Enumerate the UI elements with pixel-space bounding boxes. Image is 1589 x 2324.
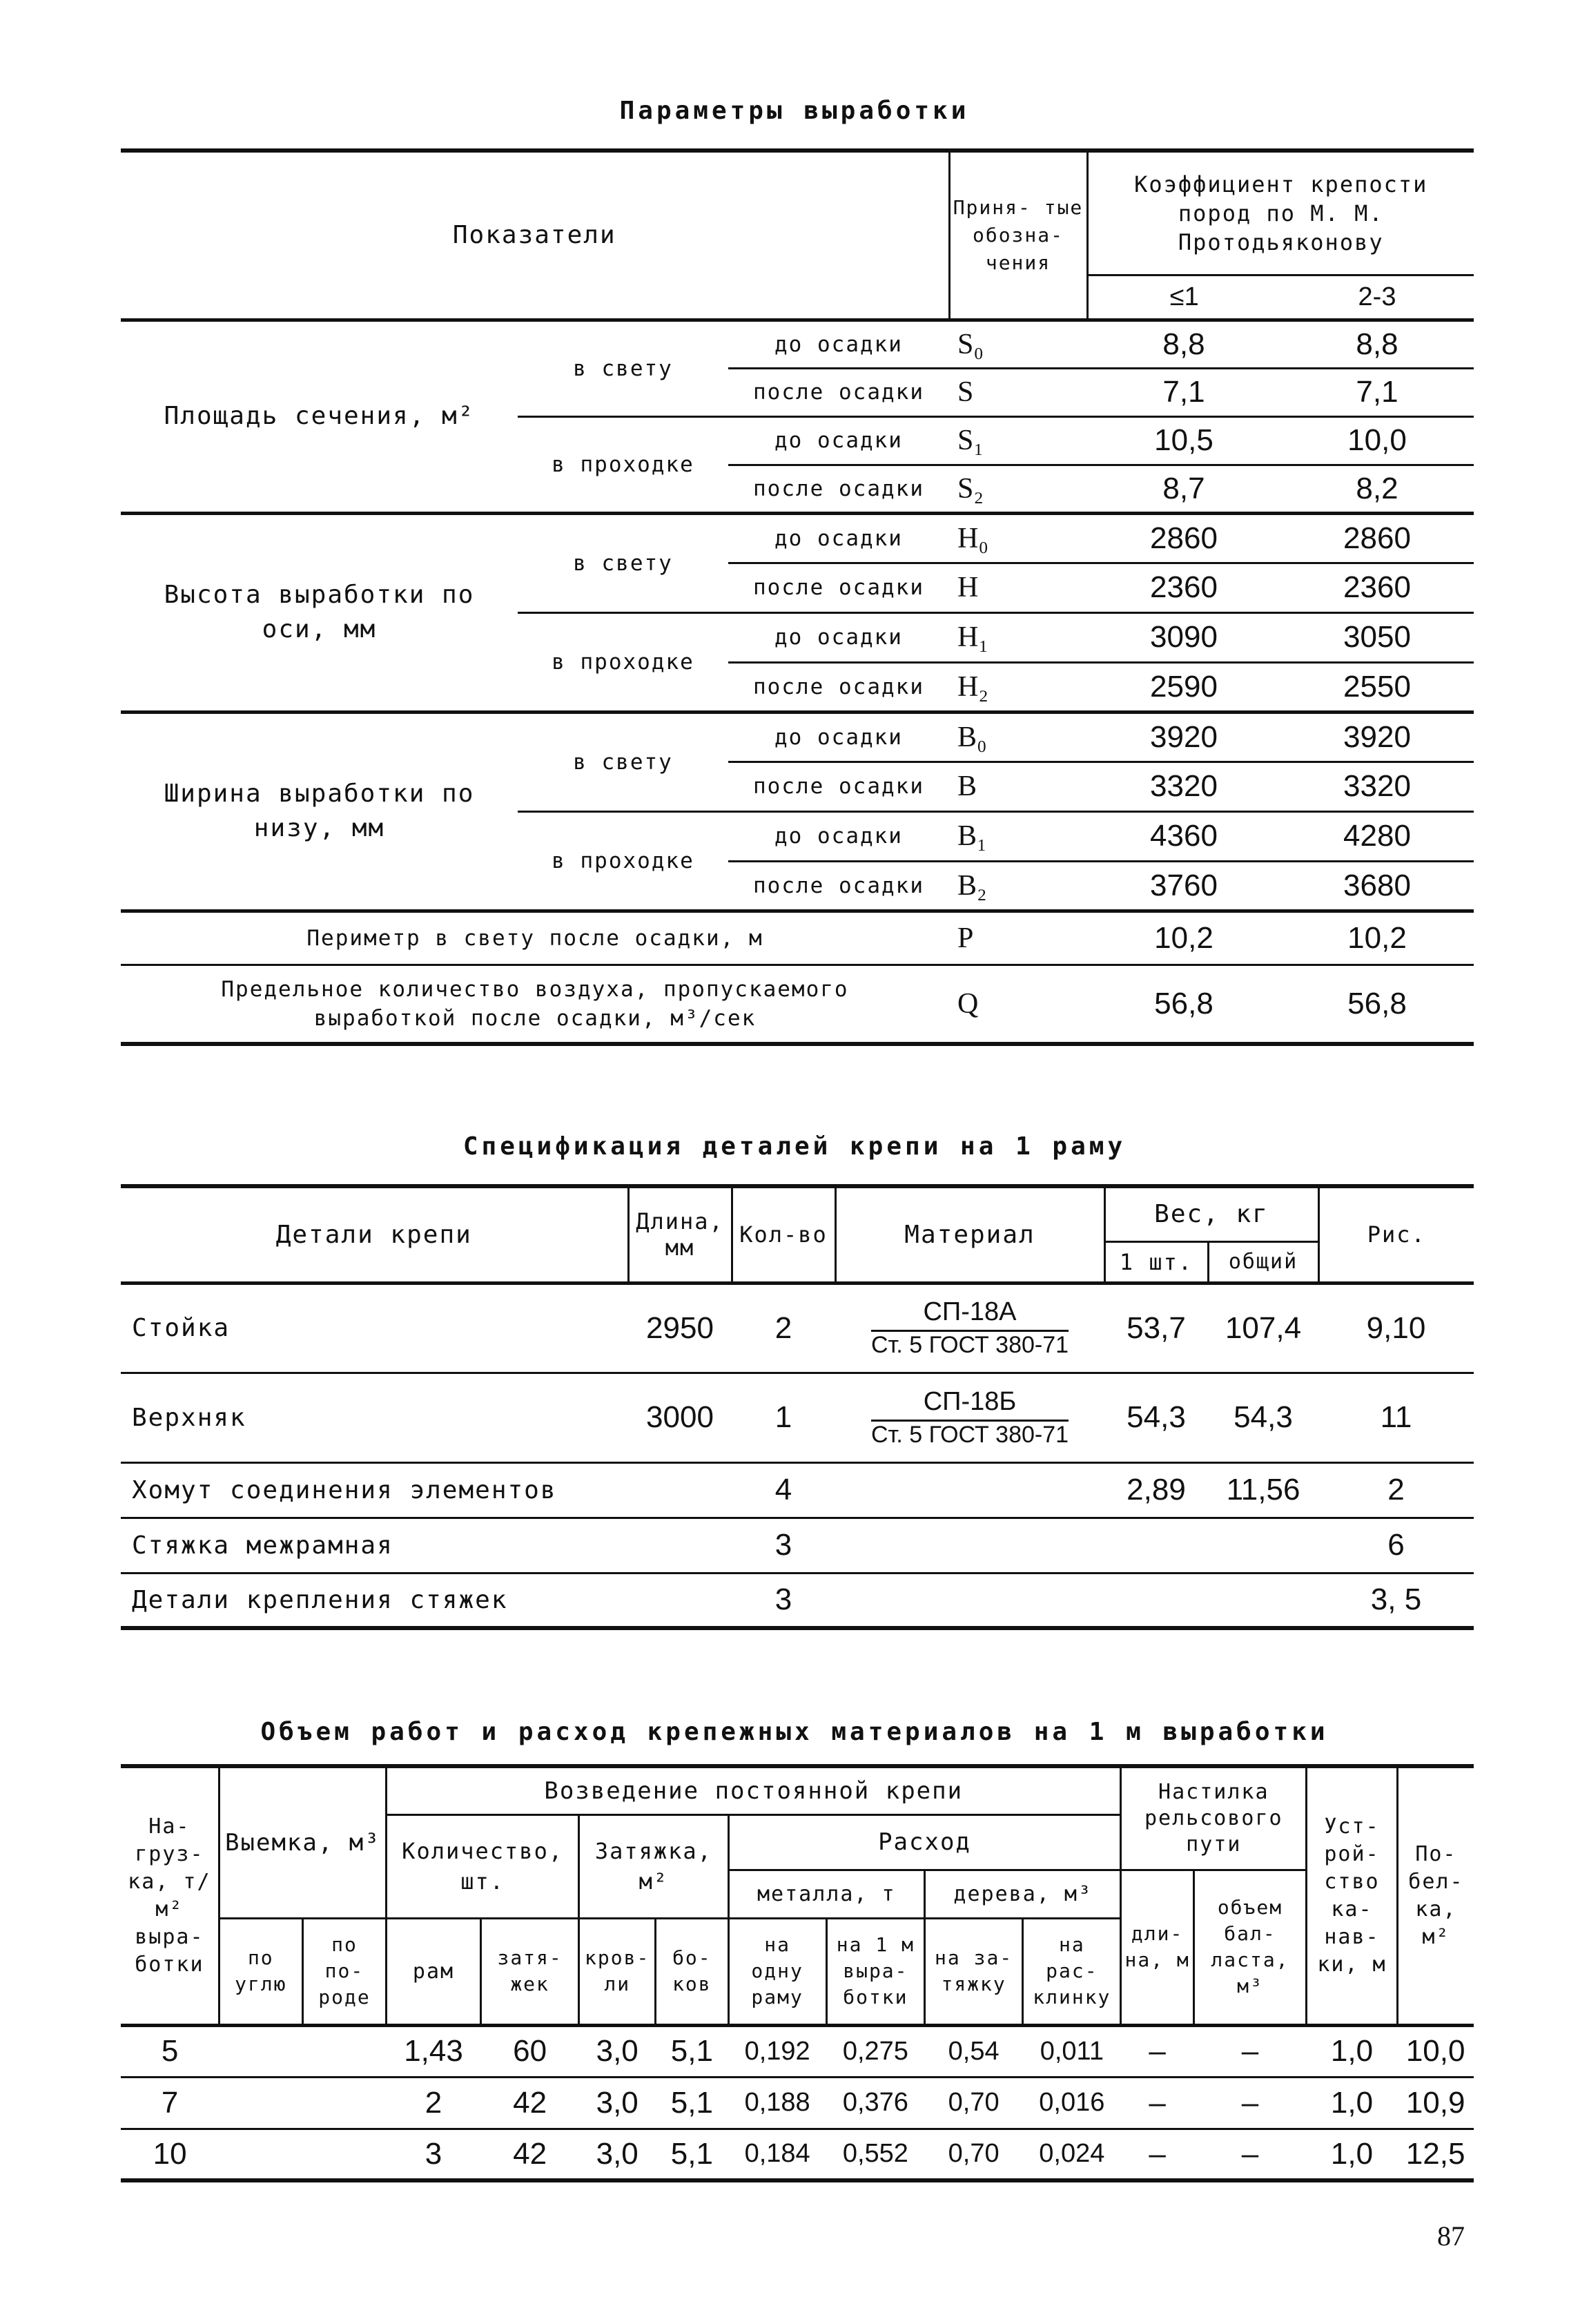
state-label: до осадки xyxy=(728,416,949,465)
weight-one xyxy=(1104,1573,1208,1628)
track-ballast: – xyxy=(1241,2136,1259,2171)
wood-wedging-header: на рас- клинку xyxy=(1023,1918,1121,2025)
material-fraction xyxy=(871,1297,1069,1359)
part-name: Стойка xyxy=(132,1314,231,1342)
weight-total: 107,4 xyxy=(1225,1310,1302,1345)
group-height: Высота выработки по оси, мм xyxy=(121,513,518,712)
metal-per-frame: 0,184 xyxy=(744,2139,810,2169)
group-width: Ширина выработки по низу, мм xyxy=(121,712,518,911)
weight-one: 54,3 xyxy=(1127,1400,1186,1434)
whitewash-header: По- бел- ка, м² xyxy=(1397,1766,1474,2025)
lagging-header: Затяжка, м² xyxy=(579,1814,728,1918)
frames-header: рам xyxy=(387,1918,481,2025)
value: 7,1 xyxy=(1280,368,1474,416)
laggings: 42 xyxy=(513,2136,547,2171)
state-label: после осадки xyxy=(728,861,949,911)
part-length xyxy=(628,1573,732,1628)
qty-header: Кол-во xyxy=(732,1186,835,1283)
table1 xyxy=(121,148,1474,1046)
wood-lagging: 0,70 xyxy=(948,2088,1000,2117)
weight-one: 53,7 xyxy=(1127,1310,1186,1345)
symbol: Q xyxy=(957,987,979,1020)
value: 2360 xyxy=(1087,563,1280,612)
ditch: 1,0 xyxy=(1330,2085,1374,2120)
state-label: после осадки xyxy=(728,762,949,811)
value: 8,2 xyxy=(1280,465,1474,513)
state-label: после осадки xyxy=(728,563,949,612)
weight-one: 2,89 xyxy=(1127,1473,1186,1507)
value: 8,8 xyxy=(1087,320,1280,368)
qty-header: Количество, шт. xyxy=(387,1814,579,1918)
fig-header: Рис. xyxy=(1318,1186,1474,1283)
parts-header: Детали крепи xyxy=(121,1186,628,1283)
value: 3090 xyxy=(1087,612,1280,662)
symbol: H₀ xyxy=(949,513,1087,563)
excav-rock xyxy=(302,2025,386,2077)
weight-header: Вес, кг xyxy=(1104,1186,1318,1241)
value: 4280 xyxy=(1280,811,1474,861)
state-label: до осадки xyxy=(728,712,949,762)
coef-header: Коэффициент крепости пород по М. М. Протодьяконову xyxy=(1087,151,1474,275)
track-header: Настилка рельсового пути xyxy=(1121,1766,1307,1870)
value: 56,8 xyxy=(1347,986,1407,1020)
wood-lagging: 0,70 xyxy=(948,2139,1000,2169)
subgroup-label: в проходке xyxy=(518,612,728,712)
symbol: H₂ xyxy=(949,662,1087,712)
track-length: – xyxy=(1149,2085,1166,2120)
track-length: – xyxy=(1149,2136,1166,2171)
weight-total: 54,3 xyxy=(1234,1400,1293,1434)
state-label: после осадки xyxy=(728,465,949,513)
metal-per-meter: 0,552 xyxy=(842,2139,908,2169)
part-qty: 3 xyxy=(774,1582,792,1617)
value: 3320 xyxy=(1280,762,1474,811)
wood-wedging: 0,011 xyxy=(1040,2036,1104,2066)
part-name: Детали крепления стяжек xyxy=(132,1585,508,1614)
part-qty: 2 xyxy=(774,1310,792,1345)
part-name: Стяжка межрамная xyxy=(132,1531,393,1560)
part-qty: 1 xyxy=(774,1400,792,1434)
part-material xyxy=(835,1373,1104,1462)
symbol: P xyxy=(949,911,1087,965)
value: 7,1 xyxy=(1087,368,1280,416)
excav-coal xyxy=(219,2129,302,2180)
symbol: B₂ xyxy=(949,861,1087,911)
part-length xyxy=(628,1518,732,1573)
symbol: S xyxy=(949,368,1087,416)
symbol: S₀ xyxy=(949,320,1087,368)
figure-ref: 9,10 xyxy=(1366,1310,1426,1345)
part-length xyxy=(628,1462,732,1518)
part-qty: 4 xyxy=(774,1473,792,1507)
state-label: до осадки xyxy=(728,612,949,662)
value: 8,7 xyxy=(1087,465,1280,513)
symbol: H₁ xyxy=(949,612,1087,662)
track-ballast: – xyxy=(1241,2085,1259,2120)
value: 2860 xyxy=(1087,513,1280,563)
metal-per-frame: 0,192 xyxy=(744,2036,810,2066)
value: 10,2 xyxy=(1280,911,1474,965)
material-steel: Ст. 5 ГОСТ 380-71 xyxy=(870,1421,1069,1448)
table2 xyxy=(121,1184,1474,1630)
sides-header: бо- ков xyxy=(656,1918,728,2025)
part-length: 3000 xyxy=(646,1400,714,1434)
whitewash: 10,0 xyxy=(1405,2034,1465,2068)
metal-per-frame-header: на одну раму xyxy=(728,1918,826,2025)
excav-rock xyxy=(302,2129,386,2180)
material-fraction xyxy=(871,1387,1069,1449)
subgroup-label: в свету xyxy=(518,320,728,416)
subgroup-label: в проходке xyxy=(518,811,728,911)
excav-coal xyxy=(219,2025,302,2077)
part-material xyxy=(835,1573,1104,1628)
metal-per-meter: 0,275 xyxy=(842,2036,908,2066)
wood-wedging: 0,016 xyxy=(1039,2088,1105,2117)
wood-header: дерева, м³ xyxy=(925,1870,1121,1918)
frames: 2 xyxy=(425,2085,442,2120)
subgroup-label: в свету xyxy=(518,513,728,612)
symbols-header: Приня- тые обозна- чения xyxy=(949,151,1087,320)
roof-header: кров- ли xyxy=(579,1918,656,2025)
part-name: Хомут соединения элементов xyxy=(132,1475,557,1504)
excav-coal-header: по углю xyxy=(219,1918,302,2025)
perimeter-label: Периметр в свету после осадки, м xyxy=(121,911,949,965)
value: 10,0 xyxy=(1280,416,1474,465)
state-label: до осадки xyxy=(728,513,949,563)
load-header: На- груз- ка, т/м² выра- ботки xyxy=(121,1766,219,2025)
construct-header: Возведение постоянной крепи xyxy=(387,1766,1121,1814)
metal-header: металла, т xyxy=(728,1870,924,1918)
part-qty: 3 xyxy=(774,1528,792,1562)
value: 10,5 xyxy=(1087,416,1280,465)
ditch: 1,0 xyxy=(1330,2136,1374,2171)
figure-ref: 3, 5 xyxy=(1370,1582,1422,1617)
wood-lagging: 0,54 xyxy=(948,2036,1000,2066)
ditch-header: Уст- рой- ство ка- нав- ки, м xyxy=(1307,1766,1398,2025)
roof: 3,0 xyxy=(596,2034,638,2068)
value: 3760 xyxy=(1087,861,1280,911)
figure-ref: 11 xyxy=(1380,1400,1412,1434)
roof: 3,0 xyxy=(596,2136,638,2171)
frames: 3 xyxy=(425,2136,442,2171)
table1-title: Параметры выработки xyxy=(619,97,970,125)
value: 4360 xyxy=(1087,811,1280,861)
laggings-header: затя- жек xyxy=(481,1918,579,2025)
material-header: Материал xyxy=(835,1186,1104,1283)
load-value: 5 xyxy=(161,2034,179,2068)
metal-per-meter-header: на 1 м выра- ботки xyxy=(826,1918,924,2025)
value: 2860 xyxy=(1280,513,1474,563)
material-steel: Ст. 5 ГОСТ 380-71 xyxy=(870,1332,1069,1358)
excav-header: Выемка, м³ xyxy=(219,1766,386,1918)
material-profile: СП-18Б xyxy=(871,1387,1069,1422)
figure-ref: 6 xyxy=(1387,1528,1405,1562)
symbol: B xyxy=(949,762,1087,811)
state-label: до осадки xyxy=(728,320,949,368)
track-length: – xyxy=(1149,2034,1166,2068)
table3-title: Объем работ и расход крепежных материалов на 1 м выработки xyxy=(260,1718,1329,1746)
excav-rock-header: по по- роде xyxy=(302,1918,386,2025)
excav-rock xyxy=(302,2077,386,2129)
value: 56,8 xyxy=(1154,986,1213,1020)
air-label-line2: выработкой после осадки, м³/сек xyxy=(313,1005,757,1031)
part-name: Верхняк xyxy=(132,1403,246,1432)
whitewash: 12,5 xyxy=(1405,2136,1465,2171)
subgroup-label: в свету xyxy=(518,712,728,811)
group-area: Площадь сечения, м² xyxy=(121,320,518,513)
wood-lagging-header: на за- тяжку xyxy=(925,1918,1023,2025)
value: 3050 xyxy=(1280,612,1474,662)
value: 3920 xyxy=(1280,712,1474,762)
material-profile: СП-18А xyxy=(871,1297,1069,1332)
symbol: H xyxy=(949,563,1087,612)
wall-header: общий xyxy=(1208,1241,1318,1283)
value: 3320 xyxy=(1087,762,1280,811)
sides: 5,1 xyxy=(670,2085,713,2120)
w1-header: 1 шт. xyxy=(1104,1241,1208,1283)
load-value: 7 xyxy=(161,2085,179,2120)
weight-total xyxy=(1208,1518,1318,1573)
state-label: до осадки xyxy=(728,811,949,861)
air-label-line1: Предельное количество воздуха, пропускаемого xyxy=(221,976,849,1002)
metal-per-frame: 0,188 xyxy=(744,2088,810,2117)
air-label xyxy=(121,965,949,1044)
laggings: 42 xyxy=(513,2085,547,2120)
state-label: после осадки xyxy=(728,662,949,712)
wood-wedging: 0,024 xyxy=(1039,2139,1105,2169)
symbol: S₁ xyxy=(949,416,1087,465)
symbol: S₂ xyxy=(949,465,1087,513)
metal-per-meter: 0,376 xyxy=(842,2088,908,2117)
whitewash: 10,9 xyxy=(1405,2085,1465,2120)
coef-col1-header: ≤1 xyxy=(1087,275,1280,320)
load-value: 10 xyxy=(153,2136,187,2171)
weight-one xyxy=(1104,1518,1208,1573)
subgroup-label: в проходке xyxy=(518,416,728,513)
value: 3680 xyxy=(1280,861,1474,911)
length-header: Длина, мм xyxy=(628,1186,732,1283)
ditch: 1,0 xyxy=(1330,2034,1374,2068)
consumption-header: Расход xyxy=(728,1814,1121,1870)
part-material xyxy=(835,1462,1104,1518)
part-length: 2950 xyxy=(646,1310,714,1345)
laggings: 60 xyxy=(513,2034,547,2068)
symbol: B₀ xyxy=(949,712,1087,762)
table3 xyxy=(121,1764,1474,2182)
table2-title: Спецификация деталей крепи на 1 раму xyxy=(462,1132,1127,1161)
weight-total xyxy=(1208,1573,1318,1628)
coef-col2-header: 2-3 xyxy=(1280,275,1474,320)
roof: 3,0 xyxy=(596,2085,638,2120)
sides: 5,1 xyxy=(670,2034,713,2068)
value: 2590 xyxy=(1087,662,1280,712)
track-length-header: дли- на, м xyxy=(1121,1870,1193,2025)
sides: 5,1 xyxy=(670,2136,713,2171)
indicators-header: Показатели xyxy=(121,151,949,320)
value: 8,8 xyxy=(1280,320,1474,368)
weight-total: 11,56 xyxy=(1226,1473,1300,1507)
value: 2360 xyxy=(1280,563,1474,612)
track-ballast: – xyxy=(1241,2034,1259,2068)
page-number: 87 xyxy=(1437,2220,1465,2252)
value: 10,2 xyxy=(1087,911,1280,965)
value: 2550 xyxy=(1280,662,1474,712)
figure-ref: 2 xyxy=(1387,1473,1405,1507)
state-label: после осадки xyxy=(728,368,949,416)
frames: 1,43 xyxy=(404,2034,463,2068)
part-material xyxy=(835,1518,1104,1573)
value: 3920 xyxy=(1087,712,1280,762)
part-material xyxy=(835,1283,1104,1373)
excav-coal xyxy=(219,2077,302,2129)
track-ballast-header: объем бал- ласта, м³ xyxy=(1193,1870,1306,2025)
symbol: B₁ xyxy=(949,811,1087,861)
